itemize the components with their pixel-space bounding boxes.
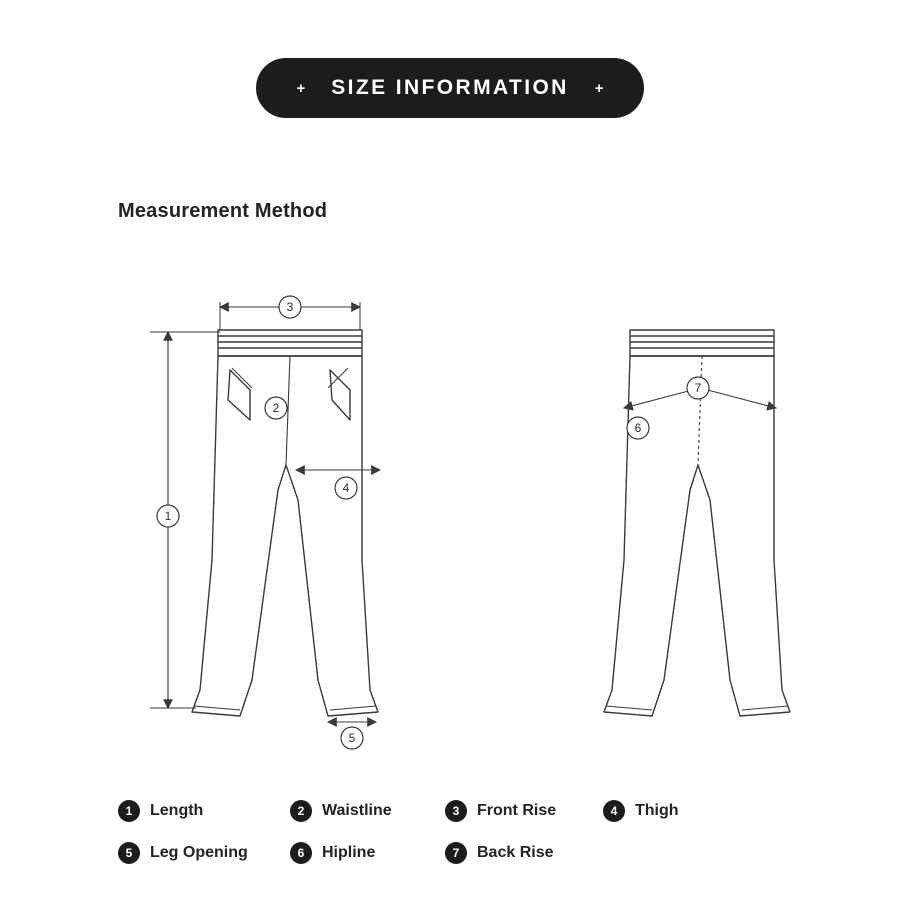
legend-item-front-rise	[445, 800, 603, 822]
legend-row	[118, 832, 798, 874]
measurement-diagram	[100, 260, 820, 770]
legend-label-back-rise: Back Rise	[477, 844, 554, 861]
legend-number-3: 3	[445, 800, 467, 822]
measurement-method-heading: Measurement Method	[118, 200, 328, 222]
svg-text:3: 3	[286, 300, 294, 314]
plus-right-icon: +	[594, 79, 604, 97]
legend-item-waistline	[290, 800, 445, 822]
size-information-header	[256, 58, 644, 118]
legend-label-hipline: Hipline	[322, 844, 376, 861]
legend-label-front-rise: Front Rise	[477, 802, 557, 819]
legend-row	[118, 790, 798, 832]
legend-number-1: 1	[118, 800, 140, 822]
legend-item-back-rise	[445, 842, 603, 864]
plus-left-icon: +	[296, 79, 306, 97]
svg-text:7: 7	[694, 381, 702, 395]
legend-item-leg-opening	[118, 842, 290, 864]
legend-number-4: 4	[603, 800, 625, 822]
svg-text:5: 5	[348, 731, 356, 745]
svg-text:6: 6	[634, 421, 642, 435]
legend-label-leg-opening: Leg Opening	[150, 844, 248, 861]
legend-item-length	[118, 800, 290, 822]
legend-label-waistline: Waistline	[322, 802, 392, 819]
legend-number-5: 5	[118, 842, 140, 864]
legend-number-6: 6	[290, 842, 312, 864]
legend	[118, 790, 798, 874]
legend-number-7: 7	[445, 842, 467, 864]
legend-item-thigh	[603, 800, 679, 822]
front-pants-outline	[192, 330, 378, 716]
legend-number-2: 2	[290, 800, 312, 822]
legend-label-length: Length	[150, 802, 204, 819]
svg-text:2: 2	[272, 401, 280, 415]
legend-item-hipline	[290, 842, 445, 864]
legend-label-thigh: Thigh	[635, 802, 679, 819]
svg-text:4: 4	[342, 481, 350, 495]
svg-text:1: 1	[164, 509, 172, 523]
page-title: SIZE INFORMATION	[331, 76, 569, 99]
